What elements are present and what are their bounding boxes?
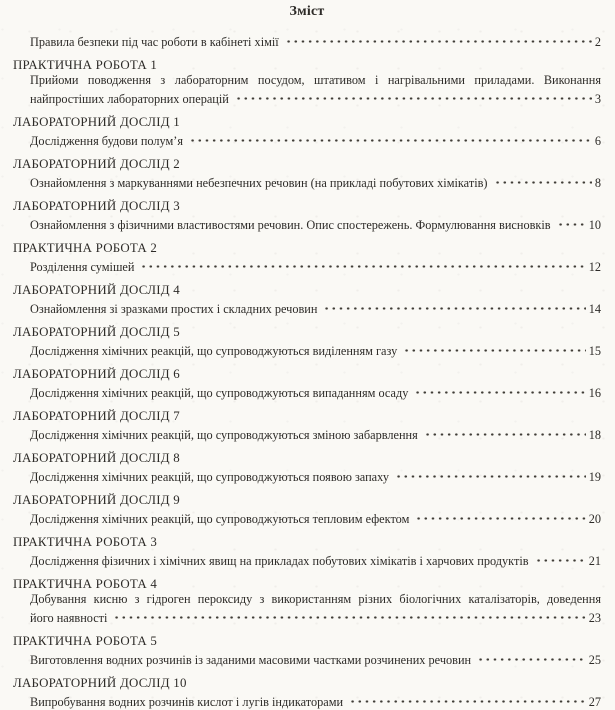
toc-entry-lines	[13, 214, 601, 233]
toc-entry-text: його наявності	[30, 611, 108, 625]
toc-section-heading: ЛАБОРАТОРНИЙ ДОСЛІД 7	[13, 409, 180, 423]
dot-leader	[348, 691, 586, 706]
page-number: 2	[594, 35, 601, 49]
toc-entry	[13, 634, 601, 668]
toc-entry-line	[30, 607, 601, 626]
toc-entry-lines	[13, 256, 601, 275]
page-number: 8	[594, 176, 601, 190]
toc-entry-line	[30, 130, 601, 149]
page-number: 21	[588, 554, 601, 568]
toc-entry-text: найпростіших лабораторних операцій	[30, 92, 229, 106]
dot-leader	[402, 340, 585, 355]
toc-entry-text: Дослідження будови полум’я	[30, 134, 184, 148]
page-number: 12	[588, 260, 601, 274]
toc-entry-lines	[13, 298, 601, 317]
toc-entry-lines	[13, 550, 601, 569]
toc-list	[13, 31, 601, 710]
toc-entry-line	[30, 256, 601, 275]
toc-entry-text: Розділення сумішей	[30, 260, 135, 274]
toc-entry-line	[30, 649, 601, 668]
dot-leader	[556, 214, 586, 229]
toc-entry	[13, 367, 601, 401]
toc-entry	[13, 325, 601, 359]
toc-section-heading: ЛАБОРАТОРНИЙ ДОСЛІД 5	[13, 325, 180, 339]
page-number: 14	[588, 302, 601, 316]
toc-entry-line: Прийоми поводження з лабораторним посудом, штативом і нагрівальними приладами. Виконання	[30, 73, 601, 87]
toc-entry-text: Правила безпеки під час роботи в кабінеті хімії	[30, 35, 279, 49]
toc-entry	[13, 409, 601, 443]
toc-entry-line	[30, 172, 601, 191]
toc-entry-text: Дослідження фізичних і хімічних явищ на прикладах побутових хімікатів і харчових продуктів	[30, 554, 529, 568]
dot-leader	[414, 508, 585, 523]
page-number: 20	[588, 512, 601, 526]
page-number: 18	[588, 428, 601, 442]
toc-entry-text: Виготовлення водних розчинів із заданими масовими частками розчинених речовин	[30, 653, 472, 667]
toc-entry-lines	[13, 649, 601, 668]
toc-section-heading: ЛАБОРАТОРНИЙ ДОСЛІД 2	[13, 157, 180, 171]
toc-entry-line	[30, 31, 601, 50]
toc-entry-lines	[13, 382, 601, 401]
toc-entry	[13, 577, 601, 626]
toc-entry	[13, 58, 601, 107]
toc-section-heading: ПРАКТИЧНА РОБОТА 4	[13, 577, 158, 591]
toc-entry-lines	[13, 466, 601, 485]
toc-entry-text: Дослідження хімічних реакцій, що супроводжуються зміною забарвлення	[30, 428, 418, 442]
toc-entry-line	[30, 550, 601, 569]
toc-section-heading: ЛАБОРАТОРНИЙ ДОСЛІД 1	[13, 115, 180, 129]
toc-entry-line	[30, 466, 601, 485]
toc-entry-line	[30, 424, 601, 443]
toc-entry-lines	[13, 130, 601, 149]
toc-entry	[13, 283, 601, 317]
toc-entry-line	[30, 340, 601, 359]
toc-section-heading: ПРАКТИЧНА РОБОТА 5	[13, 634, 158, 648]
toc-entry-line	[30, 214, 601, 233]
dot-leader	[534, 550, 586, 565]
toc-entry	[13, 31, 601, 50]
toc-entry-lines	[13, 592, 601, 626]
dot-leader	[413, 382, 585, 397]
toc-entry-text: Ознайомлення з маркуваннями небезпечних речовин (на прикладі побутових хімікатів)	[30, 176, 488, 190]
page-number: 3	[594, 92, 601, 106]
toc-entry-line	[30, 298, 601, 317]
toc-entry-lines	[13, 508, 601, 527]
toc-entry-line	[30, 88, 601, 107]
toc-section-heading: ПРАКТИЧНА РОБОТА 1	[13, 58, 158, 72]
page-number: 27	[588, 695, 601, 709]
page-number: 15	[588, 344, 601, 358]
dot-leader	[394, 466, 586, 481]
dot-leader	[188, 130, 592, 145]
toc-entry-lines	[13, 31, 601, 50]
toc-entry-lines	[13, 424, 601, 443]
dot-leader	[493, 172, 592, 187]
page-number: 6	[594, 134, 601, 148]
toc-entry	[13, 157, 601, 191]
page-number: 23	[588, 611, 601, 625]
toc-section-heading: ЛАБОРАТОРНИЙ ДОСЛІД 10	[13, 676, 187, 690]
toc-section-heading: ЛАБОРАТОРНИЙ ДОСЛІД 3	[13, 199, 180, 213]
page-number: 25	[588, 653, 601, 667]
toc-entry-line	[30, 508, 601, 527]
dot-leader	[476, 649, 586, 664]
toc-entry-text: Випробування водних розчинів кислот і лугів індикаторами	[30, 695, 344, 709]
toc-section-heading: ЛАБОРАТОРНИЙ ДОСЛІД 6	[13, 367, 180, 381]
toc-entry-lines	[13, 340, 601, 359]
toc-entry-lines	[13, 73, 601, 107]
dot-leader	[139, 256, 585, 271]
toc-section-heading: ПРАКТИЧНА РОБОТА 2	[13, 241, 158, 255]
toc-entry	[13, 241, 601, 275]
dot-leader	[234, 88, 592, 103]
toc-entry	[13, 676, 601, 710]
toc-entry	[13, 493, 601, 527]
toc-entry-text: Дослідження хімічних реакцій, що супроводжуються появою запаху	[30, 470, 389, 484]
toc-entry-lines	[13, 172, 601, 191]
toc-section-heading: ЛАБОРАТОРНИЙ ДОСЛІД 4	[13, 283, 180, 297]
dot-leader	[322, 298, 585, 313]
toc-entry	[13, 535, 601, 569]
toc-entry-text: Ознайомлення з фізичними властивостями речовин. Опис спостережень. Формулювання висновків	[30, 218, 551, 232]
toc-entry-text: Ознайомлення зі зразками простих і складних речовин	[30, 302, 318, 316]
toc-entry-text: Дослідження хімічних реакцій, що супроводжуються виділенням газу	[30, 344, 398, 358]
page-number: 16	[588, 386, 601, 400]
dot-leader	[284, 31, 592, 46]
dot-leader	[423, 424, 586, 439]
toc-section-heading: ЛАБОРАТОРНИЙ ДОСЛІД 8	[13, 451, 180, 465]
page-number: 19	[588, 470, 601, 484]
toc-entry-text: Дослідження хімічних реакцій, що супроводжуються тепловим ефектом	[30, 512, 410, 526]
toc-entry	[13, 451, 601, 485]
toc-entry-line	[30, 382, 601, 401]
toc-entry-line: Добування кисню з гідроген пероксиду з використанням різних біологічних каталізаторів, доведення	[30, 592, 601, 606]
toc-entry-lines	[13, 691, 601, 710]
page-title: Зміст	[289, 4, 325, 19]
dot-leader	[112, 607, 585, 622]
page-number: 10	[588, 218, 601, 232]
toc-section-heading: ПРАКТИЧНА РОБОТА 3	[13, 535, 158, 549]
toc-entry-text: Дослідження хімічних реакцій, що супроводжуються випаданням осаду	[30, 386, 409, 400]
toc-entry	[13, 115, 601, 149]
toc-entry-line	[30, 691, 601, 710]
toc-entry	[13, 199, 601, 233]
toc-section-heading: ЛАБОРАТОРНИЙ ДОСЛІД 9	[13, 493, 180, 507]
